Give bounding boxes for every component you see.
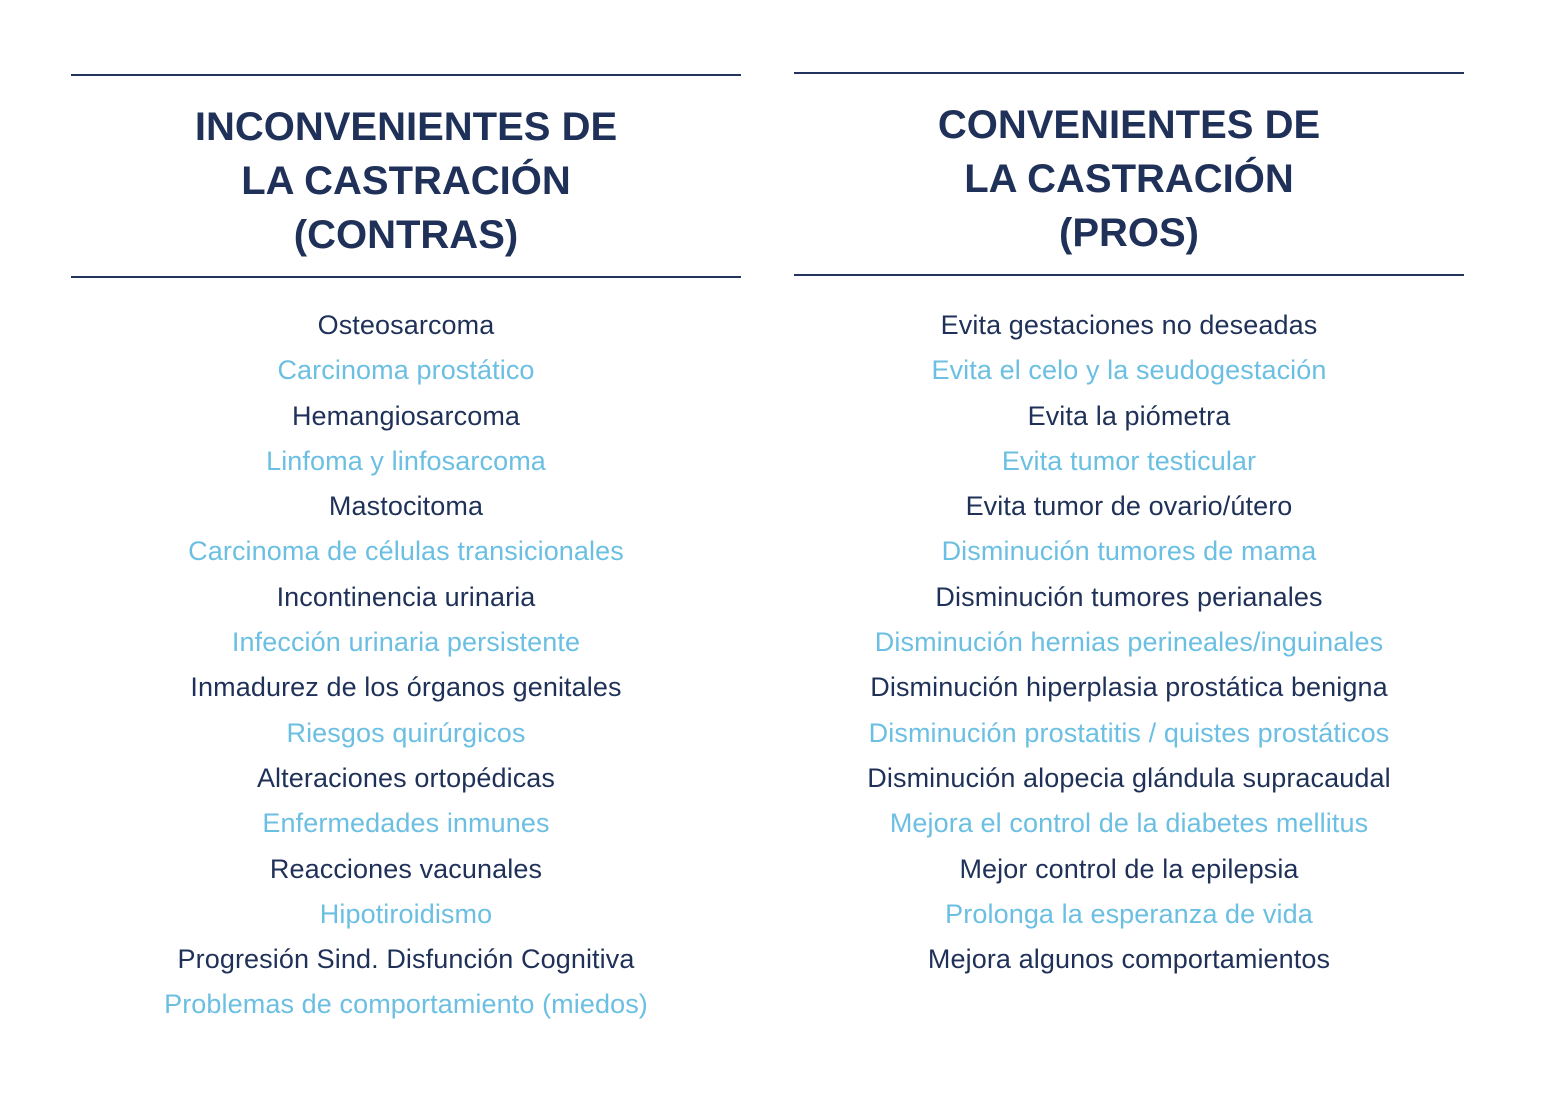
list-item: Enfermedades inmunes [262, 808, 550, 839]
list-item: Disminución alopecia glándula supracaudal [867, 762, 1391, 793]
list-item: Carcinoma prostático [277, 355, 535, 386]
list-item: Evita tumor de ovario/útero [965, 491, 1293, 522]
list-item: Osteosarcoma [317, 310, 495, 340]
list-item: Mejora el control de la diabetes mellitus [889, 808, 1369, 839]
list-item: Disminución hernias perineales/inguinales [874, 627, 1384, 658]
title-line: CONVENIENTES DE [937, 103, 1321, 147]
list-item: Incontinencia urinaria [276, 581, 536, 612]
list-item: Riesgos quirúrgicos [286, 717, 526, 748]
list-item: Mastocitoma [328, 491, 484, 522]
list-item: Problemas de comportamiento (miedos) [164, 989, 648, 1020]
list-item: Evita el celo y la seudogestación [931, 355, 1327, 386]
list-item: Prolonga la esperanza de vida [945, 898, 1313, 929]
bottom-divider [71, 276, 741, 278]
title-line: LA CASTRACIÓN [964, 157, 1294, 201]
list-item: Mejora algunos comportamientos [927, 944, 1331, 975]
contras-list [71, 303, 741, 1028]
list-item: Disminución tumores de mama [941, 536, 1317, 567]
top-divider [794, 72, 1464, 74]
title-line: INCONVENIENTES DE [194, 105, 618, 149]
list-item: Evita tumor testicular [1001, 445, 1257, 476]
list-item: Reacciones vacunales [269, 853, 543, 884]
list-item: Evita gestaciones no deseadas [940, 310, 1318, 340]
list-item: Evita la piómetra [1027, 400, 1231, 431]
list-item: Infección urinaria persistente [231, 627, 581, 658]
list-item: Hipotiroidismo [319, 898, 493, 929]
list-item: Progresión Sind. Disfunción Cognitiva [177, 944, 635, 975]
list-item: Disminución prostatitis / quistes prostáticos [868, 717, 1390, 748]
title-line: (PROS) [1059, 211, 1199, 255]
pros-title [794, 98, 1464, 260]
title-line: LA CASTRACIÓN [241, 159, 571, 203]
title-line: (CONTRAS) [293, 213, 519, 257]
list-item: Hemangiosarcoma [291, 400, 521, 431]
pros-column [794, 0, 1464, 982]
list-item: Inmadurez de los órganos genitales [190, 672, 622, 703]
list-item: Disminución tumores perianales [935, 581, 1323, 612]
list-item: Carcinoma de células transicionales [188, 536, 624, 567]
list-item: Alteraciones ortopédicas [256, 762, 556, 793]
list-item: Mejor control de la epilepsia [959, 853, 1299, 884]
contras-column [71, 0, 741, 1028]
list-item: Linfoma y linfosarcoma [266, 445, 546, 476]
top-divider [71, 74, 741, 76]
contras-title [71, 100, 741, 262]
list-item: Disminución hiperplasia prostática benigna [870, 672, 1388, 703]
pros-list [794, 303, 1464, 982]
bottom-divider [794, 274, 1464, 276]
